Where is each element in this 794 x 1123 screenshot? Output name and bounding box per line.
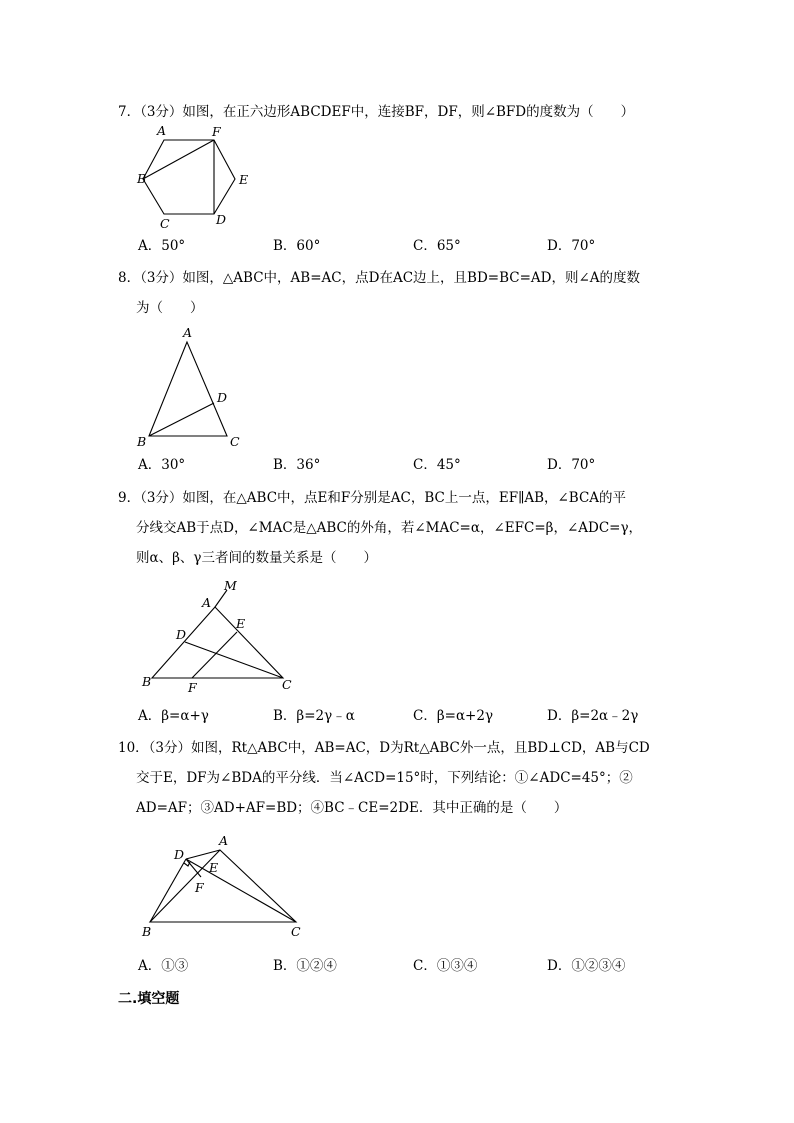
label-d: D <box>217 390 228 405</box>
label-f: F <box>212 124 221 139</box>
q9-stem-line2: 分线交AB于点D，∠MAC是△ABC的外角，若∠MAC=α，∠EFC=β，∠ADC=γ， <box>136 520 643 536</box>
label-b: B <box>137 434 147 449</box>
q10-stem-line1: 10．（3分）如图，Rt△ABC中，AB=AC，D为Rt△ABC外一点，且BD⊥CD，AB与CD <box>118 740 650 756</box>
label-c: C <box>160 216 170 231</box>
q10-option-a[interactable]: A．①③ <box>138 958 189 974</box>
label-c: C <box>230 434 240 449</box>
label-e: E <box>239 172 249 187</box>
label-c: C <box>282 677 292 692</box>
segment-ef <box>192 632 237 678</box>
label-b: B <box>142 924 152 939</box>
q9-triangle-figure <box>130 576 305 696</box>
label-m: M <box>224 578 237 593</box>
q7-option-c[interactable]: C．65° <box>413 238 461 254</box>
label-e: E <box>209 860 219 875</box>
segment-bd <box>149 403 214 436</box>
q10-triangle-figure <box>130 826 315 944</box>
label-a: A <box>157 123 167 138</box>
label-c: C <box>291 924 301 939</box>
q10-option-b[interactable]: B．①②④ <box>273 958 337 974</box>
label-e: E <box>236 616 246 631</box>
q8-option-b[interactable]: B．36° <box>273 457 321 473</box>
label-d: D <box>174 847 185 862</box>
q8-option-d[interactable]: D．70° <box>547 457 596 473</box>
q9-option-c[interactable]: C．β=α+2γ <box>413 708 494 724</box>
label-f: F <box>195 880 204 895</box>
q10-option-c[interactable]: C．①③④ <box>413 958 478 974</box>
label-f: F <box>188 680 197 695</box>
triangle-abc <box>149 342 227 436</box>
label-a: A <box>183 325 193 340</box>
section-heading-fill-in: 二.填空题 <box>118 991 180 1007</box>
q8-stem-line2: 为（ ） <box>136 300 204 316</box>
q9-stem-line1: 9．（3分）如图，在△ABC中，点E和F分别是AC，BC上一点，EF∥AB，∠BCA的平 <box>118 490 627 506</box>
q9-stem-line3: 则α、β、γ三者间的数量关系是（ ） <box>136 550 377 566</box>
q7-stem: 7．（3分）如图，在正六边形ABCDEF中，连接BF，DF，则∠BFD的度数为（ ） <box>118 104 635 120</box>
label-d: D <box>216 212 227 227</box>
label-b: B <box>142 674 152 689</box>
q10-stem-line2: 交于E，DF为∠BDA的平分线．当∠ACD=15°时，下列结论：①∠ADC=45°；② <box>136 770 633 786</box>
label-a: A <box>202 595 212 610</box>
q9-option-a[interactable]: A．β=α+γ <box>138 708 209 724</box>
triangle-abc <box>152 607 283 678</box>
hexagon <box>143 140 235 214</box>
triangle-abc <box>150 850 296 922</box>
q8-triangle-figure <box>130 324 250 454</box>
q7-option-b[interactable]: B．60° <box>273 238 321 254</box>
q9-option-b[interactable]: B．β=2γ﹣α <box>273 708 355 724</box>
q7-option-d[interactable]: D．70° <box>547 238 596 254</box>
q8-option-a[interactable]: A．30° <box>138 457 186 473</box>
q9-option-d[interactable]: D．β=2α﹣2γ <box>547 708 639 724</box>
label-d: D <box>176 627 187 642</box>
bisector-cd <box>185 642 283 678</box>
q10-option-d[interactable]: D．①②③④ <box>547 958 626 974</box>
q8-stem-line1: 8．（3分）如图，△ABC中，AB=AC，点D在AC边上，且BD=BC=AD，则∠A的度数 <box>118 270 641 286</box>
q7-option-a[interactable]: A．50° <box>138 238 186 254</box>
label-a: A <box>219 833 229 848</box>
label-b: B <box>137 171 147 186</box>
q8-option-c[interactable]: C．45° <box>413 457 461 473</box>
q10-stem-line3: AD=AF；③AD+AF=BD；④BC﹣CE=2DE．其中正确的是（ ） <box>136 800 568 816</box>
bisector-df <box>186 859 201 877</box>
right-angle-mark <box>184 862 190 866</box>
q7-hexagon-figure <box>130 122 260 234</box>
